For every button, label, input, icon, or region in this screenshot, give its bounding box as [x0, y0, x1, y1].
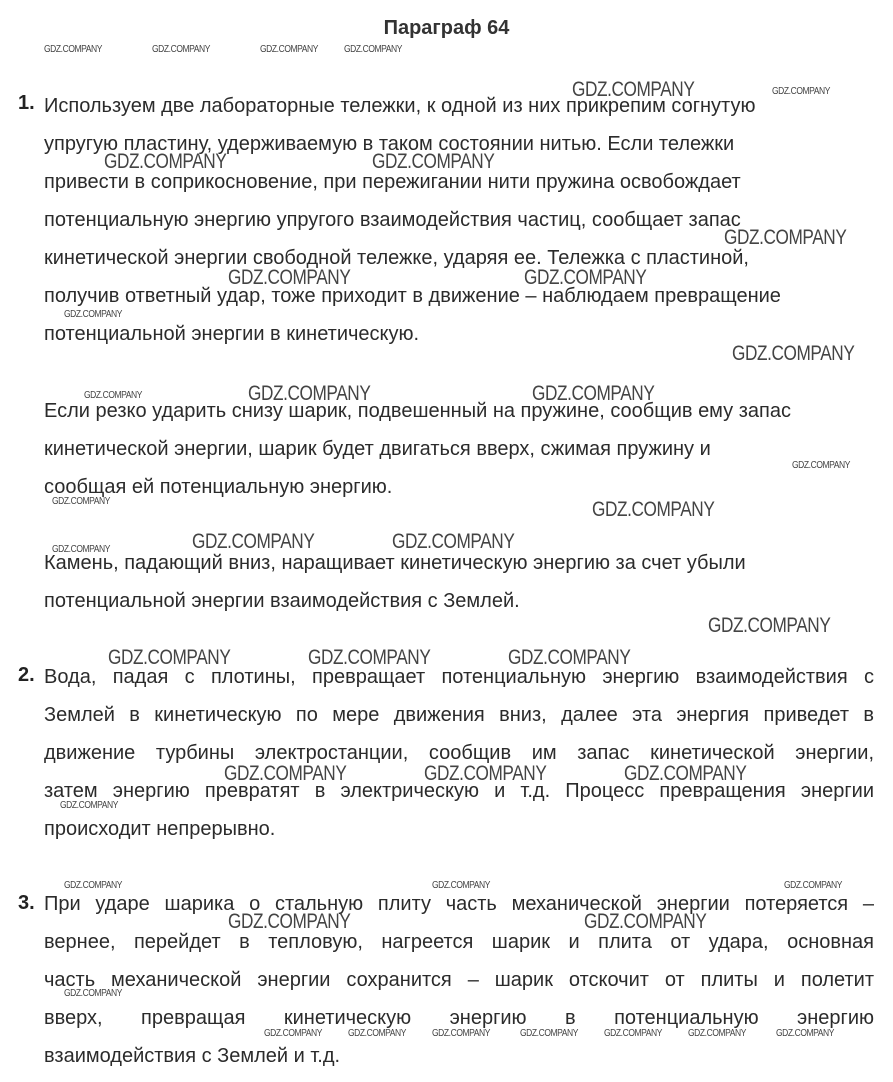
watermark: GDZ.COMPANY [344, 44, 402, 55]
watermark: GDZ.COMPANY [792, 460, 850, 471]
watermark: GDZ.COMPANY [688, 1028, 746, 1039]
watermark: GDZ.COMPANY [532, 382, 655, 405]
watermark: GDZ.COMPANY [424, 762, 547, 785]
watermark: GDZ.COMPANY [64, 309, 122, 320]
item-number-2: 2. [18, 664, 35, 686]
item-number-1: 1. [18, 92, 35, 114]
text-line: вверх, превращая кинетическую энергию в потенциальную энергию [44, 1007, 874, 1029]
text-line: потенциальной энергии в кинетическую. [44, 323, 420, 345]
watermark: GDZ.COMPANY [248, 382, 371, 405]
watermark: GDZ.COMPANY [308, 646, 431, 669]
watermark: GDZ.COMPANY [348, 1028, 406, 1039]
text-line: упругую пластину, удерживаемую в таком состоянии нитью. Если тележки [44, 133, 735, 155]
text-line: Камень, падающий вниз, наращивает кинетическую энергию за счет убыли [44, 552, 746, 574]
watermark: GDZ.COMPANY [84, 390, 142, 401]
item-1-paragraph-2 [44, 392, 874, 506]
watermark: GDZ.COMPANY [108, 646, 231, 669]
watermark: GDZ.COMPANY [64, 880, 122, 891]
text-line: происходит непрерывно. [44, 818, 276, 840]
watermark: GDZ.COMPANY [44, 44, 102, 55]
text-line: сообщая ей потенциальную энергию. [44, 476, 393, 498]
text-line: вернее, перейдет в тепловую, нагреется шарик и плита от удара, основная [44, 931, 874, 953]
watermark: GDZ.COMPANY [152, 44, 210, 55]
watermark: GDZ.COMPANY [52, 544, 110, 555]
watermark: GDZ.COMPANY [228, 910, 351, 933]
text-line: потенциальной энергии взаимодействия с Землей. [44, 590, 520, 612]
item-1-paragraph-1 [44, 87, 874, 353]
watermark: GDZ.COMPANY [572, 78, 695, 101]
text-line: Используем две лабораторные тележки, к одной из них прикрепим согнутую [44, 95, 756, 117]
page-title: Параграф 64 [383, 17, 510, 39]
text-line: привести в соприкосновение, при пережигании нити пружина освобождает [44, 171, 741, 193]
item-1-paragraph-3 [44, 544, 874, 620]
watermark: GDZ.COMPANY [260, 44, 318, 55]
text-line: Вода, падая с плотины, превращает потенциальную энергию взаимодействия с [44, 666, 874, 688]
watermark: GDZ.COMPANY [64, 988, 122, 999]
watermark: GDZ.COMPANY [776, 1028, 834, 1039]
text-line: кинетической энергии свободной тележке, ударяя ее. Тележка с пластиной, [44, 247, 749, 269]
watermark: GDZ.COMPANY [508, 646, 631, 669]
text-line: движение турбины электростанции, сообщив им запас кинетической энергии, [44, 742, 874, 764]
item-3-paragraph [44, 885, 874, 1075]
watermark: GDZ.COMPANY [784, 880, 842, 891]
watermark: GDZ.COMPANY [604, 1028, 662, 1039]
text-line: кинетической энергии, шарик будет двигаться вверх, сжимая пружину и [44, 438, 711, 460]
watermark: GDZ.COMPANY [392, 530, 515, 553]
item-2-paragraph [44, 658, 874, 848]
text-line: При ударе шарика о стальную плиту часть механической энергии потеряется – [44, 893, 874, 915]
watermark: GDZ.COMPANY [524, 266, 647, 289]
watermark: GDZ.COMPANY [708, 614, 831, 637]
text-line: получив ответный удар, тоже приходит в движение – наблюдаем превращение [44, 285, 781, 307]
watermark: GDZ.COMPANY [624, 762, 747, 785]
watermark: GDZ.COMPANY [52, 496, 110, 507]
watermark: GDZ.COMPANY [192, 530, 315, 553]
watermark: GDZ.COMPANY [592, 498, 715, 521]
watermark: GDZ.COMPANY [104, 150, 227, 173]
text-line: Землей в кинетическую по мере движения вниз, далее эта энергия приведет в [44, 704, 874, 726]
watermark: GDZ.COMPANY [520, 1028, 578, 1039]
watermark: GDZ.COMPANY [60, 800, 118, 811]
watermark: GDZ.COMPANY [264, 1028, 322, 1039]
watermark: GDZ.COMPANY [432, 1028, 490, 1039]
watermark: GDZ.COMPANY [732, 342, 855, 365]
watermark: GDZ.COMPANY [432, 880, 490, 891]
text-line: затем энергию превратят в электрическую и т.д. Процесс превращения энергии [44, 780, 874, 802]
watermark: GDZ.COMPANY [224, 762, 347, 785]
watermark: GDZ.COMPANY [724, 226, 847, 249]
text-line: взаимодействия с Землей и т.д. [44, 1045, 341, 1067]
watermark: GDZ.COMPANY [772, 86, 830, 97]
text-line: Если резко ударить снизу шарик, подвешенный на пружине, сообщив ему запас [44, 400, 791, 422]
watermark: GDZ.COMPANY [228, 266, 351, 289]
watermark: GDZ.COMPANY [372, 150, 495, 173]
item-number-3: 3. [18, 892, 35, 914]
watermark: GDZ.COMPANY [584, 910, 707, 933]
text-line: потенциальную энергию упругого взаимодействия частиц, сообщает запас [44, 209, 741, 231]
text-line: часть механической энергии сохранится – шарик отскочит от плиты и полетит [44, 969, 874, 991]
